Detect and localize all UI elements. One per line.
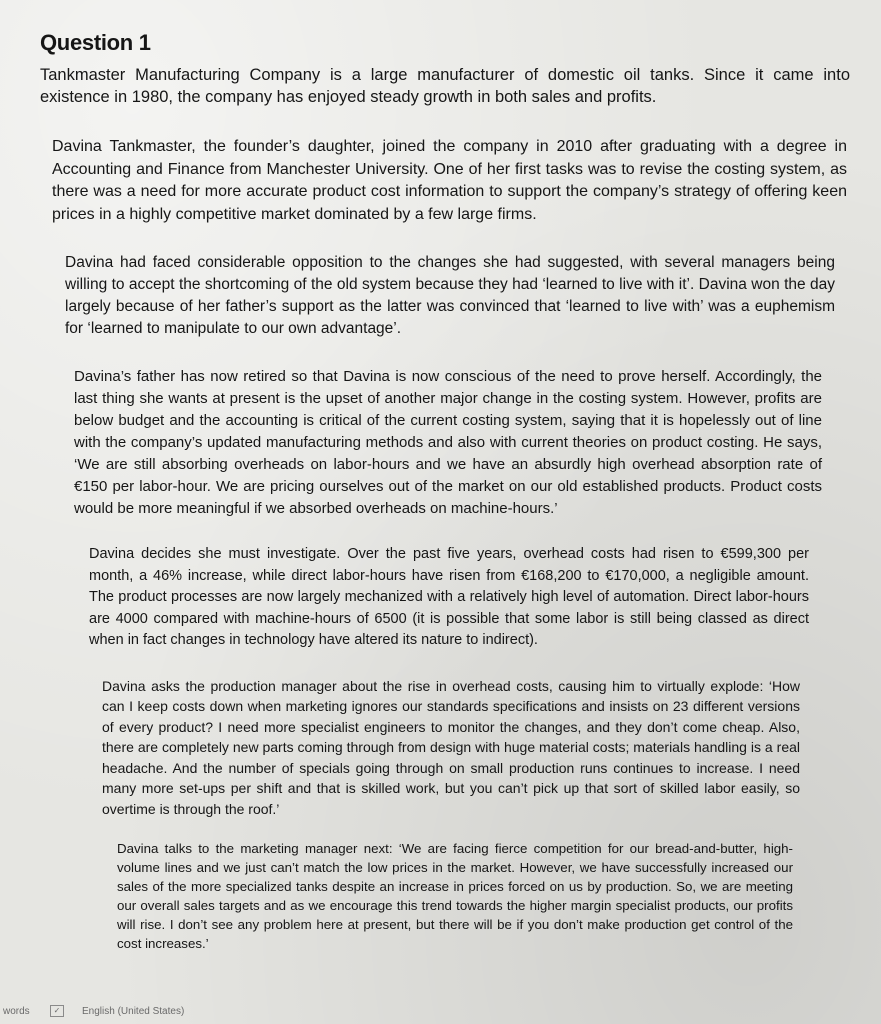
paragraph-2: Davina Tankmaster, the founder’s daughter, joined the company in 2010 after graduating with a degree in Accounting and Finance from Manchester University. One of her first tasks was to revise the costing system, as there was a need for more accurate product cost information to support the company’s strategy of offering keen prices in a highly competitive market dominated by a few large firms. [52, 138, 847, 223]
paragraph-3: Davina had faced considerable opposition to the changes she had suggested, with several managers being willing to accept the shortcoming of the old system because they had ‘learned to live with it’. Davina won the day largely because of her father’s support as the latter was convinced that ‘learned to live with’ was a euphemism for ‘learned to manipulate to our own advantage’. [65, 254, 835, 337]
proofing-icon[interactable]: ✓ [50, 1005, 64, 1017]
paragraph-1: Tankmaster Manufacturing Company is a large manufacturer of domestic oil tanks. Since it came into existence in 1980, the company has enjoyed steady growth in both sales and profits. [40, 66, 850, 106]
paragraph-7: Davina talks to the marketing manager next: ‘We are facing fierce competition for our bread-and-butter, high-volume lines and we just can’t match the low prices in the market. However, we have successfully increased our sales of the more specialized tanks despite an increase in prices forced on us by production. So, we are meeting our overall sales targets and as we encourage this trend towards the higher margin specialist products, our profits will rise. I don’t see any problem here at present, but there will be if you don’t make production get control of the cost increases.’ [117, 841, 793, 951]
language-indicator[interactable]: English (United States) [82, 1006, 185, 1017]
question-title: Question 1 [40, 30, 151, 55]
document-body[interactable] [30, 30, 860, 953]
paragraph-5: Davina decides she must investigate. Over the past five years, overhead costs had risen to €599,300 per month, a 46% increase, while direct labor-hours have risen from €168,200 to €170,000, a negligible amount. The product processes are now largely mechanized with a relatively high level of automation. Direct labor-hours are 4000 compared with machine-hours of 6500 (it is possible that some labor is still being classed as direct when in fact changes in technology have altered its nature to indirect). [89, 546, 809, 648]
word-count-label[interactable]: words [3, 1006, 30, 1017]
paragraph-6: Davina asks the production manager about the rise in overhead costs, causing him to virtually explode: ‘How can I keep costs down when marketing ignores our standards specifications and insists on 23 different versions of every product? I need more specialist engineers to monitor the changes, and they don’t come cheap. Also, there are completely new parts coming through from design with huge material costs; materials handling is a real headache. And the number of specials going through on small production runs continues to increase. I need many more set-ups per shift and that is skilled work, but you can’t pick up that sort of skilled labor easily, so overtime is through the roof.’ [102, 677, 800, 817]
status-bar [0, 1004, 881, 1024]
paragraph-4: Davina’s father has now retired so that Davina is now conscious of the need to prove herself. Accordingly, the last thing she wants at present is the upset of another major change in the costing system. However, profits are below budget and the accounting is critical of the current costing system, saying that it is hopelessly out of line with the company’s updated manufacturing methods and also with current theories on product costing. He says, ‘We are still absorbing overheads on labor-hours and we have an absurdly high overhead absorption rate of €150 per labor-hour. We are pricing ourselves out of the market on our old established products. Product costs would be more meaningful if we absorbed overheads on machine-hours.’ [74, 368, 822, 517]
